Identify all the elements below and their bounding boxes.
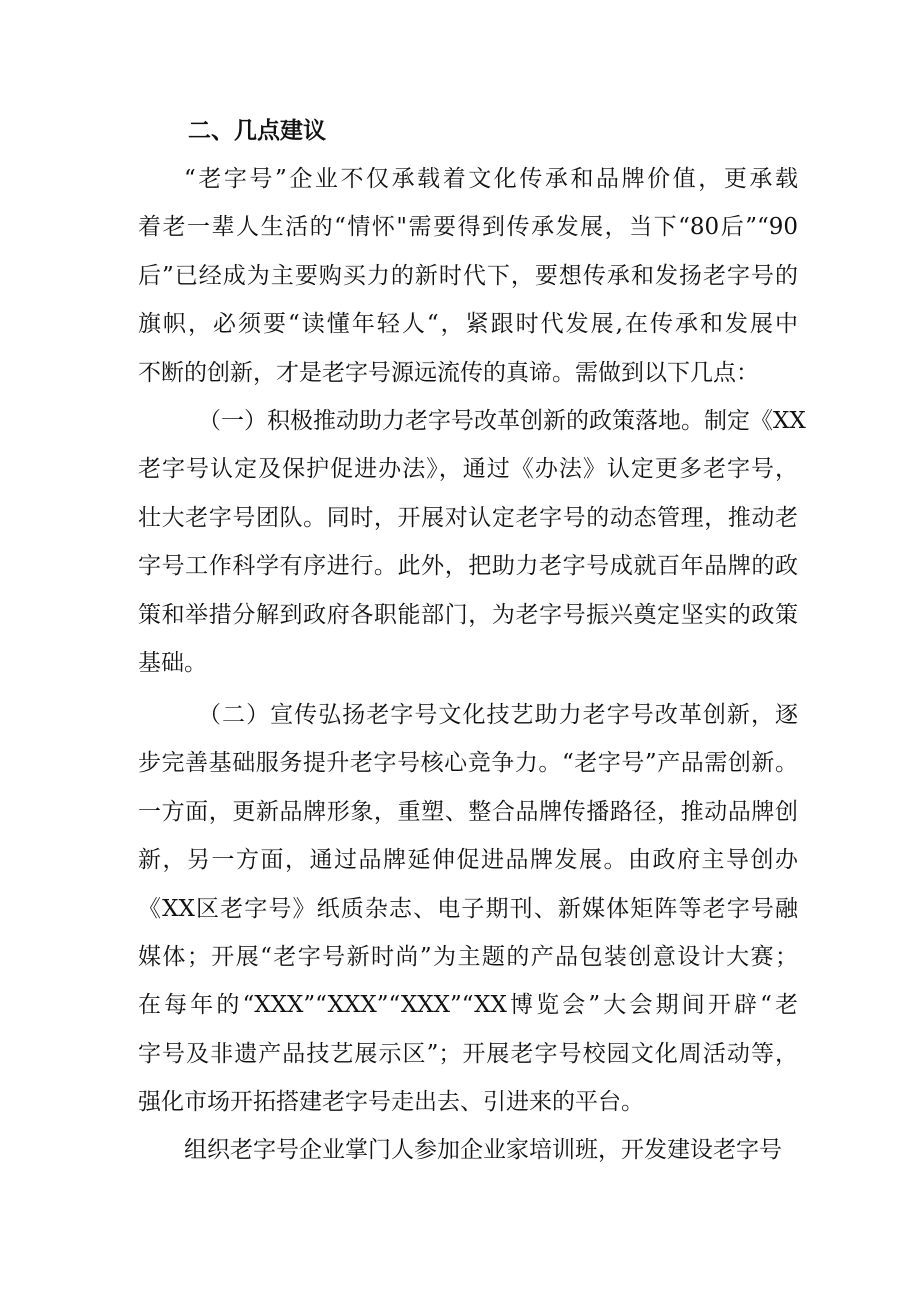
paragraph-line: 壮大老字号团队。同时，开展对认定老字号的动态管理，推动老 [138,504,798,531]
paragraph-line: 着老一辈人生活的“情怀"需要得到传承发展，当下“80后”“90 [138,214,798,241]
paragraph-line: 旗帜，必须要“读懂年轻人“，紧跟时代发展,在传承和发展中 [138,311,798,338]
paragraph-line: 组织老字号企业掌门人参加企业家培训班，开发建设老字号 [184,1137,782,1163]
paragraph-line: （一）积极推动助力老字号改革创新的政策落地。制定《XX [198,408,806,434]
paragraph-line: 后”已经成为主要购买力的新时代下，要想传承和发扬老字号的 [138,262,798,289]
paragraph-line: 一方面，更新品牌形象，重塑、整合品牌传播路径，推动品牌创 [138,798,798,825]
paragraph-line: 媒体；开展“老字号新时尚”为主题的产品包装创意设计大赛； [138,943,798,970]
paragraph-line: 策和举措分解到政府各职能部门，为老字号振兴奠定坚实的政策 [138,601,798,628]
paragraph-3 [138,691,798,1127]
paragraph-1 [138,155,798,397]
paragraph-line: “老字号”企业不仅承载着文化传承和品牌价值，更承载 [184,166,798,192]
paragraph-line: 在每年的“XXX”“XXX”“XXX”“XX博览会”大会期间开辟“老 [138,992,798,1019]
paragraph-line: 字号工作科学有序进行。此外，把助力老字号成就百年品牌的政 [138,553,798,580]
paragraph-line: 《XX区老字号》纸质杂志、电子期刊、新媒体矩阵等老字号融 [138,895,798,922]
paragraph-line: 基础。 [138,649,207,676]
paragraph-line: 步完善基础服务提升老字号核心竞争力。“老字号”产品需创新。 [138,750,798,777]
paragraph-line: 强化市场开拓搭建老字号走出去、引进来的平台。 [138,1089,644,1116]
paragraph-line: （二）宣传弘扬老字号文化技艺助力老字号改革创新，逐 [198,702,798,728]
paragraph-line: 老字号认定及保护促进办法》，通过《办法》认定更多老字号， [138,456,798,483]
paragraph-line: 字号及非遗产品技艺展示区”；开展老字号校园文化周活动等， [138,1040,798,1067]
section-heading: 二、几点建议 [188,118,326,144]
paragraph-line: 不断的创新，才是老字号源远流传的真谛。需做到以下几点： [138,359,759,386]
paragraph-4 [138,1126,798,1174]
paragraph-line: 新，另一方面，通过品牌延伸促进品牌发展。由政府主导创办 [138,847,798,874]
paragraph-2 [138,397,806,687]
